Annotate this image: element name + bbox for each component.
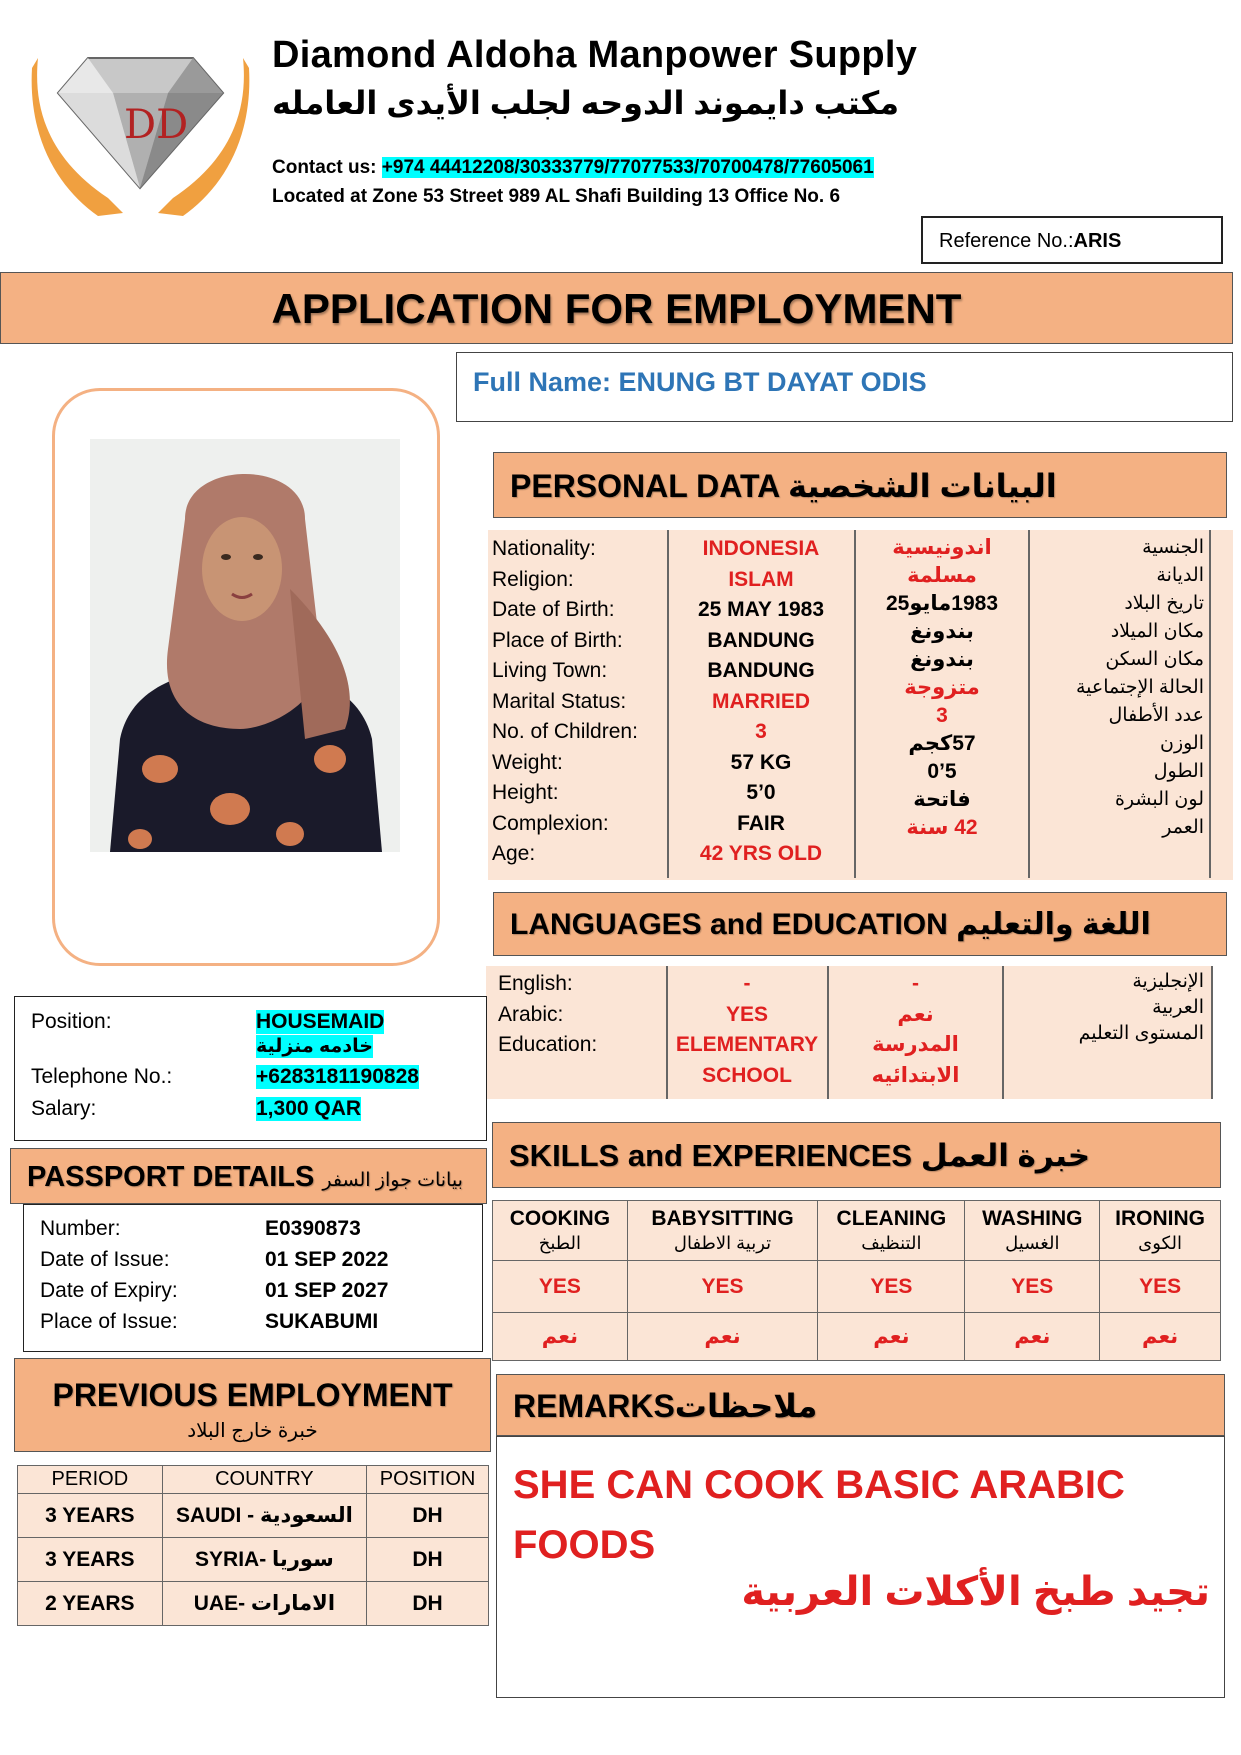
skill-name-en: COOKING <box>509 1206 611 1230</box>
applicant-photo <box>90 439 400 852</box>
skill-value-ar: نعم <box>818 1313 965 1361</box>
passport-expiry-label: Date of Expiry: <box>40 1279 178 1302</box>
previous-employment-heading-ar: خبرة خارج البلاد <box>187 1420 318 1442</box>
language-label: Arabic: <box>498 1002 564 1026</box>
skill-value: YES <box>493 1261 628 1313</box>
personal-label: No. of Children: <box>492 720 638 743</box>
skill-name-en: IRONING <box>1115 1206 1206 1230</box>
languages-heading <box>493 892 1227 956</box>
employment-position: DH <box>367 1538 489 1582</box>
language-labels-ar <box>1004 969 1204 1047</box>
personal-label-ar: مكان السكن <box>1105 649 1204 670</box>
employment-row <box>18 1582 489 1626</box>
remarks-text-ar: تجيد طبخ الأكلات العربية <box>741 1570 1210 1614</box>
employment-column-header: COUNTRY <box>162 1466 366 1494</box>
skill-header-cell <box>493 1201 628 1261</box>
skills-table <box>492 1200 1221 1361</box>
skills-heading <box>492 1122 1221 1188</box>
employment-column-header: POSITION <box>367 1466 489 1494</box>
company-name-en: Diamond Aldoha Manpower Supply <box>272 34 918 76</box>
personal-label: Religion: <box>492 567 574 591</box>
employment-header-row <box>18 1466 489 1494</box>
personal-value: INDONESIA <box>702 537 820 560</box>
skill-header-cell <box>1100 1201 1221 1261</box>
language-value-ar: المدرسة <box>872 1033 959 1056</box>
personal-label: Height: <box>492 781 559 804</box>
employment-position: DH <box>367 1582 489 1626</box>
personal-value-ar: بندونغ <box>910 620 974 643</box>
employment-column-header: PERIOD <box>18 1466 163 1494</box>
personal-value: BANDUNG <box>707 628 815 652</box>
skill-name-ar: التنظيف <box>861 1232 922 1253</box>
language-label: English: <box>498 972 573 995</box>
language-values <box>667 969 827 1091</box>
position-info-box <box>14 996 487 1141</box>
employment-row <box>18 1494 489 1538</box>
personal-label-ar: الوزن <box>1159 733 1204 754</box>
personal-values <box>668 534 854 870</box>
personal-label-ar: لون البشرة <box>1114 789 1204 810</box>
company-name-ar: مكتب دايموند الدوحه لجلب الأيدى العامله <box>272 85 900 121</box>
previous-employment-table <box>17 1465 489 1626</box>
skill-name-ar: الكوى <box>1138 1232 1182 1253</box>
remarks-heading <box>496 1374 1225 1436</box>
language-label-ar: العربية <box>1152 997 1204 1018</box>
personal-labels <box>492 534 638 870</box>
employment-country: UAE- الامارات <box>162 1582 366 1626</box>
full-name-label: Full Name: <box>473 367 619 397</box>
personal-label: Complexion: <box>492 811 609 835</box>
languages-table <box>486 966 1213 1099</box>
previous-employment-heading-en: PREVIOUS EMPLOYMENT <box>52 1377 453 1413</box>
personal-label-ar: العمر <box>1162 817 1204 838</box>
personal-value: ISLAM <box>728 567 794 591</box>
personal-value: 5’0 <box>746 781 776 804</box>
personal-value: MARRIED <box>712 689 810 713</box>
language-label: Education: <box>498 1033 598 1056</box>
passport-heading-ar: بيانات جواز السفر <box>322 1170 463 1191</box>
personal-label: Place of Birth: <box>492 628 623 652</box>
remarks-heading-ar: ملاحظات <box>674 1388 818 1424</box>
skill-value-ar: نعم <box>965 1313 1100 1361</box>
personal-value-ar: 1983مايو25 <box>885 592 999 615</box>
personal-value: 25 MAY 1983 <box>697 598 825 621</box>
skill-name-en: BABYSITTING <box>651 1206 794 1230</box>
remarks-box <box>496 1436 1225 1698</box>
personal-value: 3 <box>755 720 767 743</box>
skills-header-row <box>493 1201 1221 1261</box>
passport-issue-label: Date of Issue: <box>40 1248 170 1271</box>
personal-data-table <box>488 530 1233 880</box>
employment-period: 2 YEARS <box>18 1582 163 1626</box>
passport-place-label: Place of Issue: <box>40 1310 178 1333</box>
personal-label: Weight: <box>492 750 563 774</box>
personal-label-ar: الديانة <box>1156 565 1204 586</box>
employment-country: SAUDI - السعودية <box>162 1494 366 1538</box>
skill-name-ar: الطبخ <box>538 1232 582 1253</box>
personal-value-ar: فاتحة <box>913 788 971 811</box>
reference-value: ARIS <box>1073 230 1122 252</box>
passport-expiry-date: 01 SEP 2027 <box>265 1279 389 1302</box>
personal-label-ar: مكان الميلاد <box>1110 621 1204 642</box>
column-divider <box>1211 966 1213 1099</box>
salary-value: 1,300 QAR <box>256 1097 362 1120</box>
skills-heading-ar: خبرة العمل <box>920 1138 1091 1173</box>
remarks-heading-en: REMARKS <box>513 1388 675 1424</box>
skill-value-ar: نعم <box>627 1313 818 1361</box>
column-divider <box>1209 530 1211 878</box>
employment-period: 3 YEARS <box>18 1538 163 1582</box>
skill-header-cell <box>965 1201 1100 1261</box>
personal-label-ar: الحالة الإجتماعية <box>1076 677 1204 698</box>
previous-employment-heading <box>14 1358 491 1452</box>
personal-heading-ar: البيانات الشخصية <box>787 468 1057 504</box>
skill-header-cell <box>627 1201 818 1261</box>
language-values-ar <box>829 969 1002 1091</box>
office-address: Located at Zone 53 Street 989 AL Shafi Building 13 Office No. 6 <box>272 186 841 207</box>
personal-value: BANDUNG <box>707 659 815 682</box>
passport-issue-date: 01 SEP 2022 <box>265 1248 389 1271</box>
personal-label-ar: عدد الأطفال <box>1108 705 1204 726</box>
telephone-label: Telephone No.: <box>31 1065 173 1088</box>
position-value: HOUSEMAID <box>256 1010 385 1033</box>
page-title: APPLICATION FOR EMPLOYMENT <box>0 272 1233 344</box>
personal-values-ar <box>856 534 1028 842</box>
passport-place: SUKABUMI <box>265 1310 379 1333</box>
remarks-text-en: SHE CAN COOK BASIC ARABIC FOODS <box>513 1463 1125 1567</box>
skills-yes-ar-row <box>493 1313 1221 1361</box>
skills-heading-en: SKILLS and EXPERIENCES <box>509 1138 913 1173</box>
personal-label: Date of Birth: <box>492 598 615 621</box>
skill-value: YES <box>818 1261 965 1313</box>
personal-label: Age: <box>492 842 536 865</box>
passport-number: E0390873 <box>265 1217 361 1240</box>
personal-value-ar: بندونغ <box>910 648 974 671</box>
skill-value: YES <box>1100 1261 1221 1313</box>
personal-data-heading <box>493 452 1227 518</box>
personal-label-ar: تاريخ البلاد <box>1124 593 1204 614</box>
personal-label-ar: الجنسية <box>1142 537 1204 558</box>
skill-value: YES <box>627 1261 818 1313</box>
contact-line <box>272 157 874 179</box>
personal-value: FAIR <box>737 811 785 835</box>
svg-text:DD: DD <box>124 102 189 148</box>
salary-label: Salary: <box>31 1097 97 1120</box>
employment-period: 3 YEARS <box>18 1494 163 1538</box>
passport-heading <box>10 1148 487 1204</box>
personal-value-ar: 3 <box>936 704 948 727</box>
position-label: Position: <box>31 1010 112 1033</box>
languages-heading-ar: اللغة والتعليم <box>956 908 1151 941</box>
language-label-ar: المستوى التعليم <box>1078 1023 1204 1044</box>
language-value-ar: - <box>912 972 919 995</box>
skill-header-cell <box>818 1201 965 1261</box>
personal-label-ar: الطول <box>1153 761 1204 782</box>
language-value: YES <box>725 1002 769 1026</box>
full-name-box <box>456 352 1233 422</box>
passport-number-label: Number: <box>40 1217 121 1240</box>
personal-value-ar: متزوجة <box>904 676 980 699</box>
language-value: ELEMENTARY <box>675 1033 819 1056</box>
personal-label: Marital Status: <box>492 689 627 713</box>
personal-label: Nationality: <box>492 537 596 560</box>
personal-value-ar: اندونيسية <box>892 536 992 559</box>
company-logo <box>28 38 253 218</box>
language-value: - <box>743 972 751 995</box>
language-value-ar: نعم <box>897 1002 934 1026</box>
skill-value-ar: نعم <box>493 1313 628 1361</box>
personal-value: 42 YRS OLD <box>699 842 823 865</box>
reference-label: Reference No.: <box>939 230 1074 252</box>
personal-value-ar: 42 سنة <box>906 816 978 839</box>
employment-row <box>18 1538 489 1582</box>
personal-label: Living Town: <box>492 659 608 682</box>
language-label-ar: الإنجليزية <box>1132 971 1204 992</box>
personal-value-ar: 57كجم <box>908 732 976 755</box>
employment-country: SYRIA- سوريا <box>162 1538 366 1582</box>
position-value-ar: خادمه منزلية <box>256 1036 373 1057</box>
contact-label: Contact us: <box>272 157 382 178</box>
language-labels <box>498 969 597 1061</box>
skill-name-ar: تربية الاطفال <box>673 1232 772 1253</box>
skill-name-en: WASHING <box>982 1206 1083 1230</box>
skills-yes-row <box>493 1261 1221 1313</box>
personal-labels-ar <box>1030 534 1204 842</box>
personal-heading-en: PERSONAL DATA <box>510 468 780 504</box>
reference-box <box>921 216 1223 264</box>
skill-name-ar: الغسيل <box>1005 1232 1060 1253</box>
contact-phones: +974 44412208/30333779/77077533/70700478/77605061 <box>381 157 874 178</box>
language-value: SCHOOL <box>702 1063 792 1087</box>
skill-value-ar: نعم <box>1100 1313 1221 1361</box>
skill-value: YES <box>965 1261 1100 1313</box>
personal-value-ar: 5’0 <box>927 760 957 783</box>
skill-name-en: CLEANING <box>836 1206 947 1230</box>
passport-heading-en: PASSPORT DETAILS <box>27 1161 315 1193</box>
personal-value-ar: مسلمة <box>907 564 977 587</box>
personal-value: 57 KG <box>730 750 792 774</box>
languages-heading-en: LANGUAGES and EDUCATION <box>510 908 948 941</box>
full-name-value: ENUNG BT DAYAT ODIS <box>618 367 927 397</box>
passport-box <box>23 1204 483 1352</box>
employment-position: DH <box>367 1494 489 1538</box>
language-value-ar: الابتدائيه <box>871 1063 960 1087</box>
telephone-value: +6283181190828 <box>256 1065 419 1088</box>
